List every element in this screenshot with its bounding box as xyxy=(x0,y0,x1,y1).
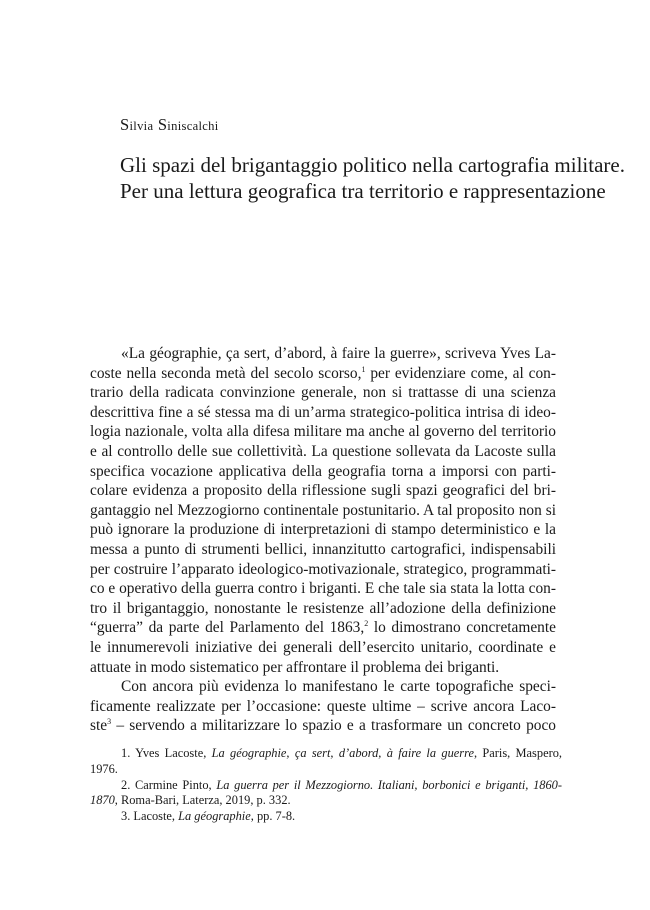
footnote-ref: 1 xyxy=(361,364,366,374)
body-line: ficamente realizzate per l’occasione: queste ultime – scrive ancora Laco- xyxy=(90,697,556,715)
article-title xyxy=(120,152,625,204)
title-line: Gli spazi del brigantaggio politico nella cartografia militare. xyxy=(120,153,625,177)
footnote-1: 1. Yves Lacoste, La géographie, ça sert, d’abord, à faire la guerre, Paris, Maspero, xyxy=(121,746,562,760)
footnotes xyxy=(90,746,562,825)
body-line: “guerra” da parte del Parlamento del 1863,$^2$ lo dimostrano concretamente xyxy=(90,619,556,637)
footnote-ref: 3 xyxy=(107,717,112,727)
body-line: attuate in modo sistematico per affrontare il problema dei briganti. xyxy=(90,658,500,676)
body-line: messa a punto di strumenti bellici, innanzitutto cartografici, indispensabili xyxy=(90,540,556,558)
author-name: Silvia Siniscalchi xyxy=(120,115,219,134)
body-line: gantaggio nel Mezzogiorno continentale postunitario. A tal proposito non si xyxy=(90,501,556,519)
body-text xyxy=(90,344,556,736)
body-line: ste$^3$ – servendo a militarizzare lo spazio e a trasformare un concreto poco xyxy=(90,717,556,735)
body-line: co e operativo della guerra contro i briganti. E che tale sia stata la lotta con- xyxy=(90,580,556,598)
body-line: può ignorare la produzione di interpretazioni di stampo deterministico e la xyxy=(90,521,556,539)
body-line: e al controllo delle sue collettività. La questione sollevata da Lacoste sulla xyxy=(90,442,556,460)
footnote-2-cont: 1870, Roma-Bari, Laterza, 2019, p. 332. xyxy=(90,793,291,808)
body-line: specifica vocazione applicativa della geografia torna a imporsi con parti- xyxy=(90,462,556,480)
body-line: logia nazionale, volta alla difesa militare ma anche al governo del territorio xyxy=(90,423,556,441)
body-line: colare evidenza a proposito della riflessione sugli spazi geografici del bri- xyxy=(90,482,556,500)
body-line: coste nella seconda metà del secolo scorso,$^1$ per evidenziare come, al con- xyxy=(90,364,556,382)
footnote-2: 2. Carmine Pinto, La guerra per il Mezzogiorno. Italiani, borbonici e briganti, 1860- xyxy=(121,777,562,792)
body-line: tro il brigantaggio, nonostante le resistenze all’adozione della definizione xyxy=(90,599,556,617)
body-line: trario della radicata convinzione generale, non si trattasse di una scienza xyxy=(90,384,556,402)
body-line: «La géographie, ça sert, d’abord, à faire la guerre», scriveva Yves La- xyxy=(121,345,556,362)
title-line: Per una lettura geografica tra territorio e rappresentazione xyxy=(120,179,606,203)
body-line: per costruire l’apparato ideologico-motivazionale, strategico, programmati- xyxy=(90,560,556,578)
footnote-3: 3. Lacoste, La géographie, pp. 7-8. xyxy=(121,809,296,824)
body-line: Con ancora più evidenza lo manifestano le carte topografiche speci- xyxy=(121,678,556,696)
body-line: descrittiva fine a sé stessa ma di un’arma strategico-politica intrisa di ideo- xyxy=(90,403,556,421)
body-line: le innumerevoli iniziative dei generali dell’esercito unitario, coordinate e xyxy=(90,638,556,656)
footnote-ref: 2 xyxy=(364,619,369,629)
footnote-1-cont: 1976. xyxy=(90,761,118,776)
